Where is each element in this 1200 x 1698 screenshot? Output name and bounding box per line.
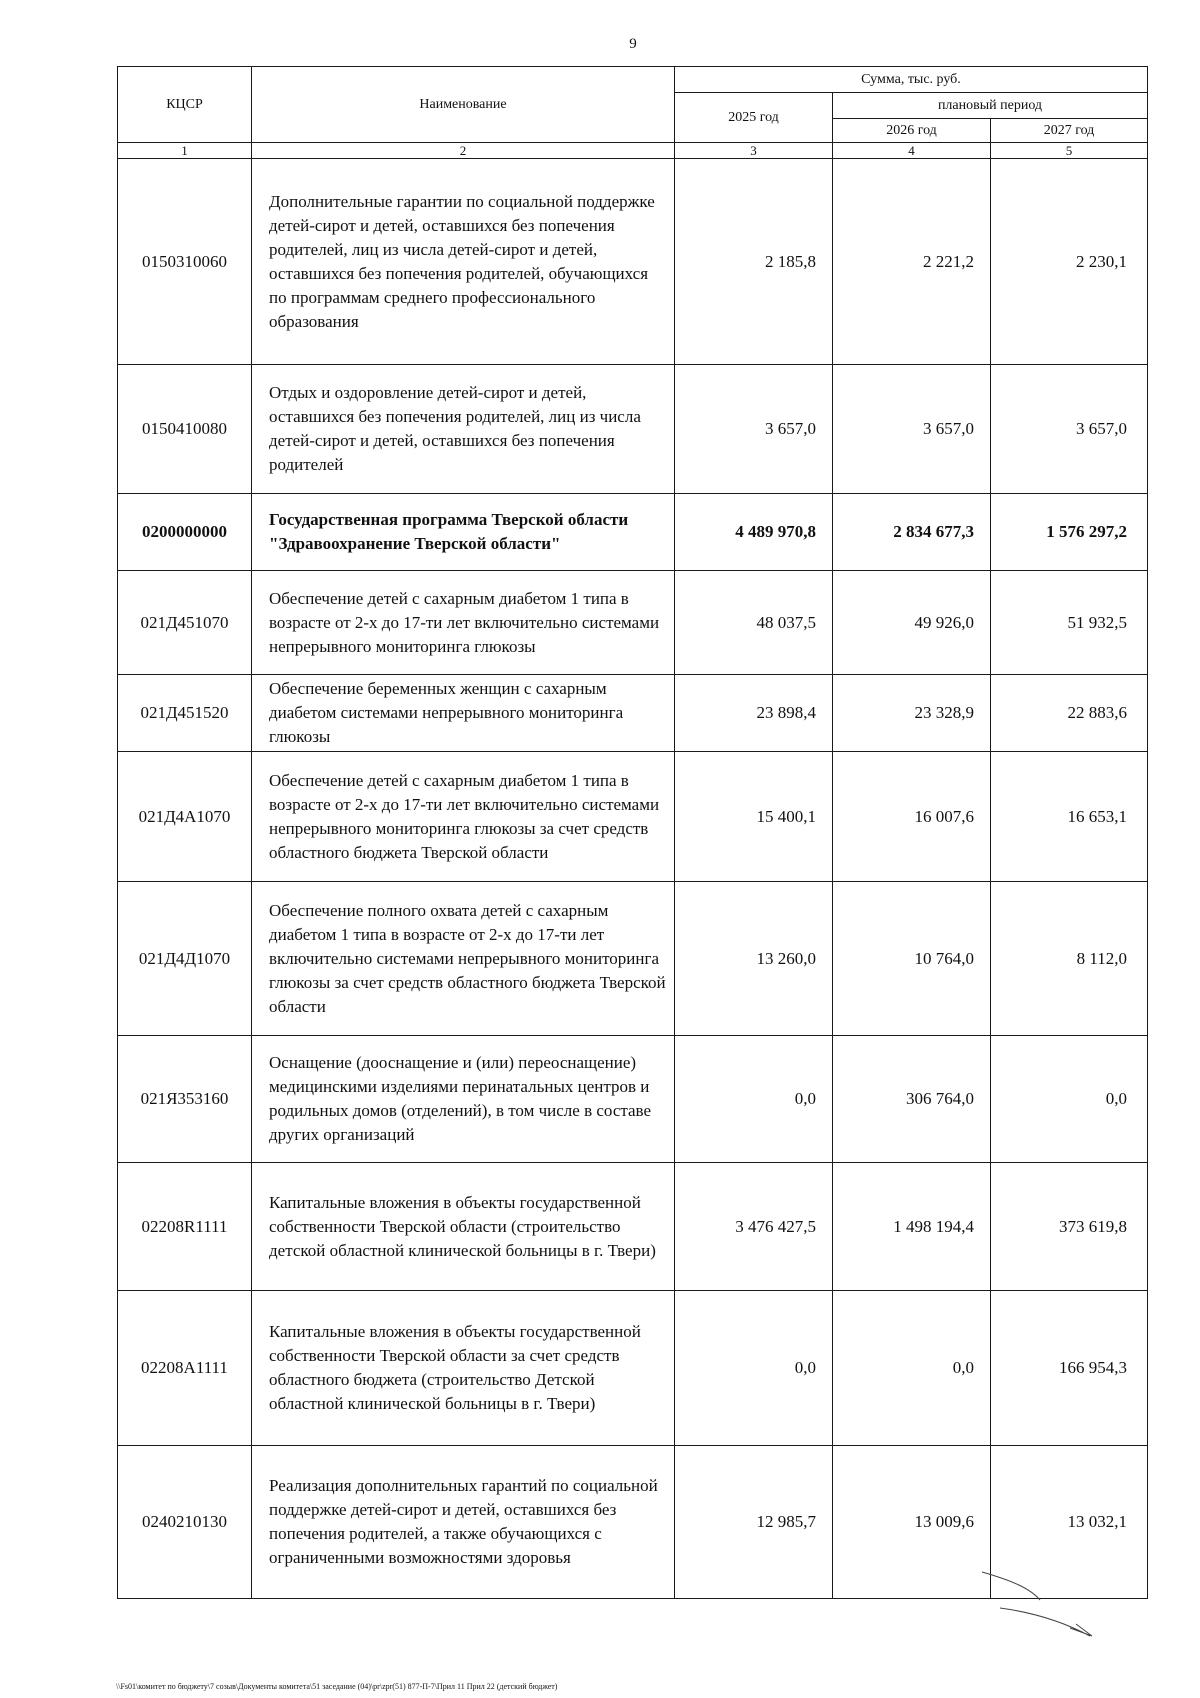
column-number: 5 xyxy=(991,143,1148,159)
row-amount-2025: 4 489 970,8 xyxy=(675,494,833,571)
row-code: 0150310060 xyxy=(118,159,252,365)
row-name: Государственная программа Тверской области "Здравоохранение Тверской области" xyxy=(252,494,675,571)
row-name: Реализация дополнительных гарантий по социальной поддержке детей-сирот и детей, оставшихся без попечения родителей, а также обучающихся с ограниченными возможностями здоровья xyxy=(252,1446,675,1599)
budget-table xyxy=(117,66,1148,1599)
row-name: Капитальные вложения в объекты государственной собственности Тверской области за счет средств областного бюджета (строительство Детской областной клинической больницы в г. Твери) xyxy=(252,1291,675,1446)
row-amount-2027: 1 576 297,2 xyxy=(991,494,1148,571)
row-name: Обеспечение детей с сахарным диабетом 1 типа в возрасте от 2-х до 17-ти лет включительно системами непрерывного мониторинга глюкозы за счет средств областного бюджета Тверской области xyxy=(252,752,675,882)
row-code: 021Д451520 xyxy=(118,675,252,752)
pen-mark-decoration xyxy=(980,1570,1100,1640)
row-amount-2027: 16 653,1 xyxy=(991,752,1148,882)
row-name: Капитальные вложения в объекты государственной собственности Тверской области (строительство детской областной клинической больницы в г. Твери) xyxy=(252,1163,675,1291)
row-amount-2027: 166 954,3 xyxy=(991,1291,1148,1446)
row-amount-2027: 2 230,1 xyxy=(991,159,1148,365)
row-amount-2027: 0,0 xyxy=(991,1036,1148,1163)
table-row xyxy=(118,159,1148,365)
header-year-2025: 2025 год xyxy=(675,93,833,143)
column-number: 3 xyxy=(675,143,833,159)
table-row xyxy=(118,571,1148,675)
row-code: 0240210130 xyxy=(118,1446,252,1599)
row-amount-2026: 1 498 194,4 xyxy=(833,1163,991,1291)
row-amount-2026: 13 009,6 xyxy=(833,1446,991,1599)
table-row xyxy=(118,365,1148,494)
table-row xyxy=(118,752,1148,882)
row-code: 021Д4Д1070 xyxy=(118,882,252,1036)
row-amount-2025: 0,0 xyxy=(675,1291,833,1446)
row-amount-2026: 3 657,0 xyxy=(833,365,991,494)
table-row xyxy=(118,1291,1148,1446)
row-amount-2025: 48 037,5 xyxy=(675,571,833,675)
row-amount-2025: 0,0 xyxy=(675,1036,833,1163)
row-code: 0150410080 xyxy=(118,365,252,494)
row-amount-2027: 8 112,0 xyxy=(991,882,1148,1036)
header-planning-period: плановый период xyxy=(833,93,1148,119)
row-amount-2025: 12 985,7 xyxy=(675,1446,833,1599)
row-amount-2025: 15 400,1 xyxy=(675,752,833,882)
row-amount-2026: 0,0 xyxy=(833,1291,991,1446)
table-row xyxy=(118,1163,1148,1291)
header-code: КЦСР xyxy=(118,67,252,143)
row-amount-2027: 13 032,1 xyxy=(991,1446,1148,1599)
table-row xyxy=(118,494,1148,571)
row-amount-2025: 23 898,4 xyxy=(675,675,833,752)
row-name: Оснащение (дооснащение и (или) переоснащение) медицинскими изделиями перинатальных центров и родильных домов (отделений), в том числе в составе других организаций xyxy=(252,1036,675,1163)
row-name: Обеспечение детей с сахарным диабетом 1 типа в возрасте от 2-х до 17-ти лет включительно системами непрерывного мониторинга глюкозы xyxy=(252,571,675,675)
footer-file-path: \\Fs01\комитет по бюджету\7 созыв\Документы комитета\51 заседание (04)\pr\zpr(51) 877-П-7\Прил 11 Прил 22 (детский бюджет) xyxy=(116,1682,558,1691)
row-amount-2026: 10 764,0 xyxy=(833,882,991,1036)
page-number: 9 xyxy=(629,36,637,52)
header-year-2027: 2027 год xyxy=(991,119,1148,143)
column-number: 4 xyxy=(833,143,991,159)
row-name: Отдых и оздоровление детей-сирот и детей, оставшихся без попечения родителей, лиц из числа детей-сирот и детей, оставшихся без попечения родителей xyxy=(252,365,675,494)
row-name: Обеспечение беременных женщин с сахарным диабетом системами непрерывного мониторинга глюкозы xyxy=(252,675,675,752)
row-code: 021Д4А1070 xyxy=(118,752,252,882)
table-row xyxy=(118,882,1148,1036)
column-number: 2 xyxy=(252,143,675,159)
header-year-2026: 2026 год xyxy=(833,119,991,143)
row-amount-2025: 3 476 427,5 xyxy=(675,1163,833,1291)
row-amount-2026: 306 764,0 xyxy=(833,1036,991,1163)
row-amount-2027: 3 657,0 xyxy=(991,365,1148,494)
row-code: 021Я353160 xyxy=(118,1036,252,1163)
row-code: 021Д451070 xyxy=(118,571,252,675)
row-amount-2026: 2 834 677,3 xyxy=(833,494,991,571)
row-amount-2025: 3 657,0 xyxy=(675,365,833,494)
row-code: 0200000000 xyxy=(118,494,252,571)
row-amount-2026: 16 007,6 xyxy=(833,752,991,882)
row-amount-2027: 22 883,6 xyxy=(991,675,1148,752)
row-amount-2025: 2 185,8 xyxy=(675,159,833,365)
row-amount-2026: 23 328,9 xyxy=(833,675,991,752)
row-amount-2025: 13 260,0 xyxy=(675,882,833,1036)
column-number: 1 xyxy=(118,143,252,159)
row-code: 02208А1111 xyxy=(118,1291,252,1446)
row-amount-2027: 51 932,5 xyxy=(991,571,1148,675)
row-amount-2027: 373 619,8 xyxy=(991,1163,1148,1291)
header-sum-group: Сумма, тыс. руб. xyxy=(675,67,1148,93)
row-amount-2026: 2 221,2 xyxy=(833,159,991,365)
table-row xyxy=(118,675,1148,752)
row-amount-2026: 49 926,0 xyxy=(833,571,991,675)
header-name: Наименование xyxy=(252,67,675,143)
table-row xyxy=(118,1036,1148,1163)
row-name: Дополнительные гарантии по социальной поддержке детей-сирот и детей, оставшихся без попечения родителей, лиц из числа детей-сирот и детей, оставшихся без попечения родителей, обучающихся по программам среднего профессионального образования xyxy=(252,159,675,365)
row-name: Обеспечение полного охвата детей с сахарным диабетом 1 типа в возрасте от 2-х до 17-ти лет включительно системами непрерывного мониторинга глюкозы за счет средств областного бюджета Тверской области xyxy=(252,882,675,1036)
row-code: 02208R1111 xyxy=(118,1163,252,1291)
